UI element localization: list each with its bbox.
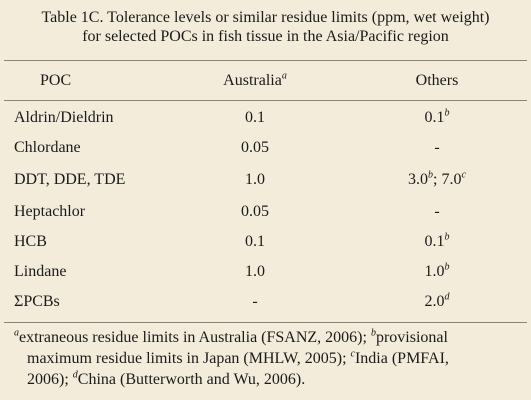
cell-australia: 0.1 (245, 233, 265, 250)
footnote-marker-c: c (350, 348, 355, 360)
header-rule (4, 100, 527, 101)
cell-others (382, 232, 492, 252)
cell-australia: 1.0 (245, 171, 265, 188)
cell-others (382, 170, 492, 190)
cell-others (382, 292, 492, 312)
footnote-c-text: India (PMFAI, (354, 350, 449, 367)
cell-others-value: 0.1 (424, 233, 445, 250)
caption-line-2: for selected POCs in fish tissue in the Asia/Pacific region (82, 28, 449, 45)
cell-poc: HCB (14, 233, 47, 250)
cell-others-value: 0.1 (424, 109, 445, 126)
header-australia-text: Australia (223, 72, 282, 89)
cell-australia: 1.0 (245, 263, 265, 280)
cell-poc: ΣPCBs (14, 293, 60, 310)
cell-poc: Lindane (14, 263, 67, 280)
cell-australia: 0.05 (241, 203, 269, 220)
cell-others-value: 1.0 (424, 263, 445, 280)
bottom-rule (4, 322, 527, 323)
cell-others-footnote-marker: b (444, 261, 450, 273)
header-others: Others (415, 72, 459, 89)
footnote-marker-b: b (370, 327, 376, 339)
footnote-b-text-cont: maximum residue limits in Japan (MHLW, 2005); (27, 350, 351, 367)
caption-line-1: Table 1C. Tolerance levels or similar residue limits (ppm, wet weight) (41, 9, 490, 26)
cell-others-second-value: ; 7.0 (433, 171, 462, 188)
header-poc: POC (40, 72, 72, 89)
cell-others-footnote-marker: b (444, 107, 450, 119)
cell-others (382, 108, 492, 128)
cell-poc: Heptachlor (14, 203, 86, 220)
footnote-line-1 (14, 328, 514, 348)
footnote-c-text-cont: 2006); (27, 371, 73, 388)
header-australia-footnote-marker: a (281, 70, 287, 82)
cell-australia: 0.1 (245, 109, 265, 126)
cell-others: - (434, 203, 440, 220)
cell-australia: 0.05 (241, 139, 269, 156)
cell-others-value: 3.0 (408, 171, 429, 188)
footnote-a-text: extraneous residue limits in Australia (FSANZ, 2006); (19, 329, 371, 346)
cell-others: - (434, 139, 440, 156)
cell-others-footnote-marker: b (444, 231, 450, 243)
cell-australia: - (252, 293, 258, 310)
footnote-d-text: China (Butterworth and Wu, 2006). (77, 371, 306, 388)
footnote-marker-d: d (72, 369, 78, 381)
footnote-marker-a: a (14, 327, 19, 339)
top-rule (4, 60, 527, 61)
footnote-b-text: provisional (375, 329, 448, 346)
cell-others-footnote-marker: b (428, 169, 434, 181)
table-caption (0, 8, 531, 46)
cell-poc: Aldrin/Dieldrin (14, 109, 114, 126)
cell-others-second-footnote-marker: c (461, 169, 466, 181)
header-australia (200, 71, 310, 91)
cell-others-footnote-marker: d (444, 291, 450, 303)
cell-others-value: 2.0 (424, 293, 445, 310)
cell-others (382, 262, 492, 282)
footnote-line-2 (27, 349, 527, 369)
cell-poc: DDT, DDE, TDE (14, 171, 126, 188)
cell-poc: Chlordane (14, 139, 81, 156)
footnote-line-3 (27, 370, 527, 390)
